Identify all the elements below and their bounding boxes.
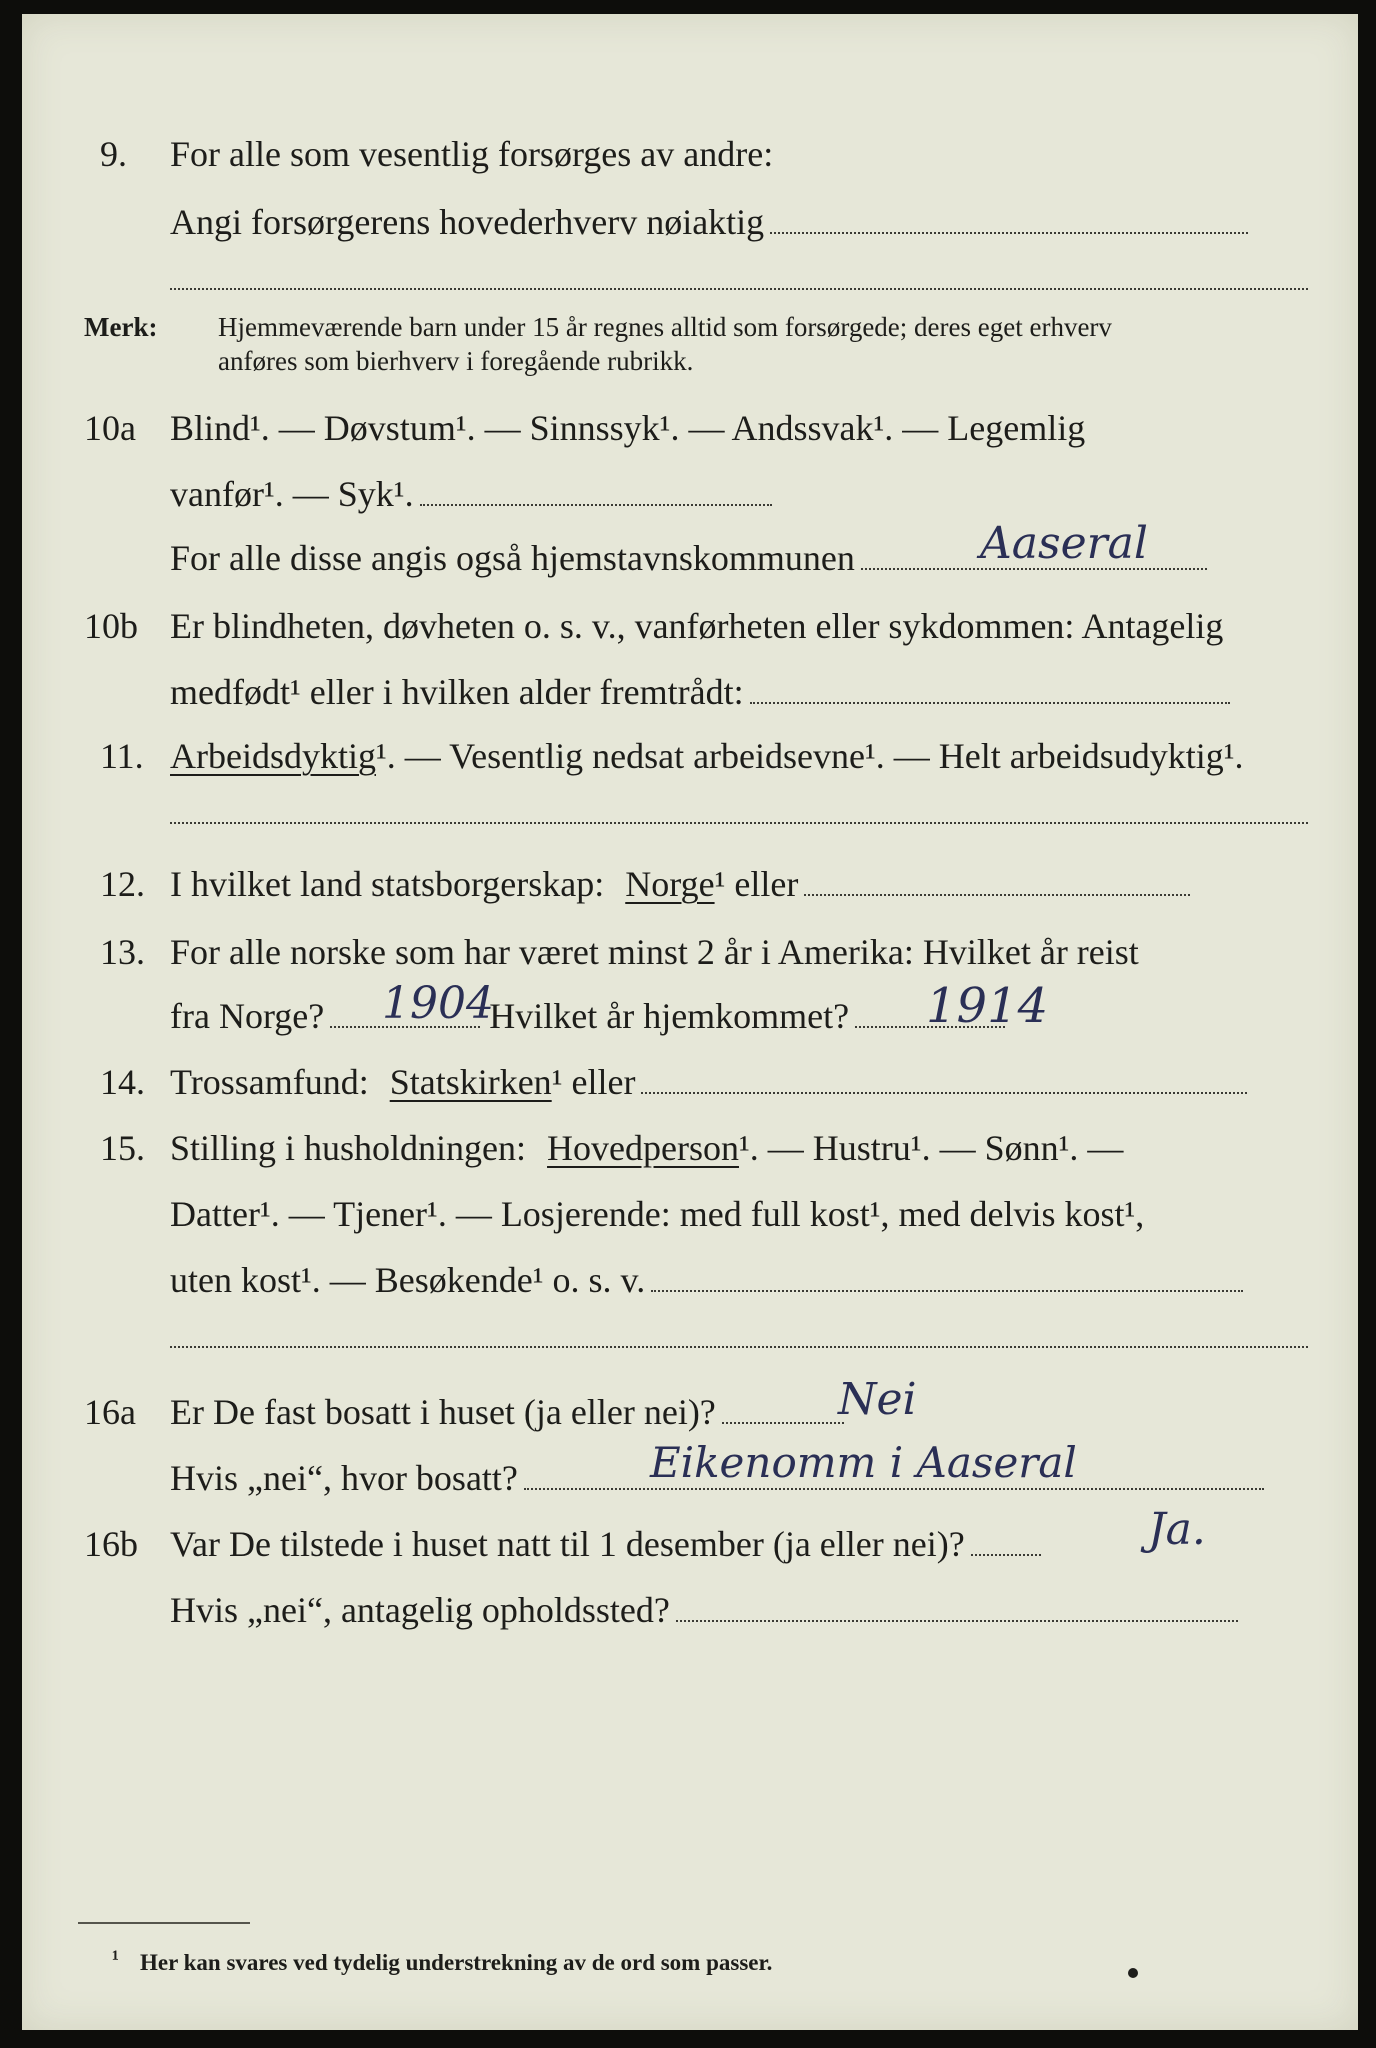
q11-sup: ¹	[375, 736, 387, 776]
q10b-number: 10b	[84, 606, 138, 646]
q13-line1: For alle norske som har været minst 2 år i Amerika: Hvilket år reist	[170, 932, 1139, 972]
q10b-line2	[170, 670, 1230, 714]
q12-answer-line	[804, 894, 1190, 896]
q10a-line2	[170, 472, 772, 516]
q12-post: eller	[734, 864, 799, 904]
q13-line2a: fra Norge?	[170, 996, 325, 1036]
q9-line2-text: Angi forsørgerens hovederhverv nøiaktig	[170, 202, 765, 242]
q9-extra-line	[170, 288, 1308, 290]
q15-line2: Datter¹. — Tjener¹. — Losjerende: med full kost¹, med delvis kost¹,	[170, 1194, 1145, 1234]
census-form-page	[22, 14, 1358, 2030]
q15-line1	[170, 1126, 1123, 1170]
q16a-answer1-line	[722, 1422, 844, 1424]
q14-line	[170, 1060, 1247, 1104]
q16b-line2	[170, 1588, 1238, 1632]
q16b-answer1-line	[971, 1554, 1041, 1556]
q10a-line2-answer-line	[420, 504, 772, 506]
q10a-line1: Blind¹. — Døvstum¹. — Sinnssyk¹. — Andssvak¹. — Legemlig	[170, 408, 1086, 448]
merk-line1: Hjemmeværende barn under 15 år regnes alltid som forsørgede; deres eget erhverv	[218, 312, 1112, 342]
q14-post: eller	[571, 1062, 636, 1102]
q16b-line2-text: Hvis „nei“, antagelig opholdssted?	[170, 1590, 670, 1630]
q10a-handwritten-answer: Aaseral	[980, 518, 1148, 569]
q10a-line3-text: For alle disse angis også hjemstavnskommunen	[170, 538, 855, 578]
q14-sup: ¹	[551, 1062, 563, 1102]
q9-line1: For alle som vesentlig forsørges av andre:	[170, 134, 774, 174]
q13-handwritten-year-return: 1914	[926, 978, 1049, 1034]
q9-line2	[170, 200, 1248, 244]
q11-underlined-answer: Arbeidsdyktig	[170, 736, 376, 776]
q15-line3	[170, 1258, 1243, 1302]
q10a-line2-text: vanfør¹. — Syk¹.	[170, 474, 414, 514]
q14-number: 14.	[100, 1062, 145, 1102]
q10b-line2-text: medfødt¹ eller i hvilken alder fremtrådt:	[170, 672, 744, 712]
q15-answer-line	[651, 1290, 1243, 1292]
q10b-answer-line	[750, 702, 1230, 704]
q12-underlined-answer: Norge	[625, 864, 715, 904]
q14-answer-line	[641, 1092, 1247, 1094]
ink-dot	[1128, 1968, 1138, 1978]
q12-number: 12.	[100, 864, 145, 904]
merk-line2: anføres som bierhverv i foregående rubrikk.	[218, 346, 694, 376]
q15-underlined-answer: Hovedperson	[547, 1128, 739, 1168]
q15-number: 15.	[100, 1128, 145, 1168]
q16a-number: 16a	[84, 1392, 136, 1432]
q10a-number: 10a	[84, 408, 136, 448]
q15-rest1: ¹. — Hustru¹. — Sønn¹. —	[738, 1128, 1124, 1168]
q12-text: I hvilket land statsborgerskap:	[170, 864, 605, 904]
q11-line	[170, 734, 1244, 778]
q16b-line1	[170, 1522, 1041, 1566]
q15-line3-text: uten kost¹. — Besøkende¹ o. s. v.	[170, 1260, 646, 1300]
q16a-line1-text: Er De fast bosatt i huset (ja eller nei)?	[170, 1392, 716, 1432]
q16a-answer2-line	[524, 1488, 1264, 1490]
q13-handwritten-year-left: 1904	[382, 978, 494, 1029]
q16a-line2-text: Hvis „nei“, hvor bosatt?	[170, 1458, 518, 1498]
q15-extra-line	[170, 1346, 1308, 1348]
q15-text: Stilling i husholdningen:	[170, 1128, 527, 1168]
q16b-handwritten-answer: Ja.	[1148, 1504, 1206, 1555]
q9-number: 9.	[100, 134, 127, 174]
q9-answer-line	[770, 232, 1248, 234]
q14-text: Trossamfund:	[170, 1062, 369, 1102]
footnote-text: Her kan svares ved tydelig understrekning av de ord som passer.	[140, 1950, 773, 1975]
q11-rest: . — Vesentlig nedsat arbeidsevne¹. — Helt arbeidsudyktig¹.	[386, 736, 1244, 776]
q14-underlined-answer: Statskirken	[389, 1062, 552, 1102]
q16a-handwritten-answer: Nei	[838, 1374, 917, 1425]
merk-label: Merk:	[84, 312, 158, 342]
q10b-line1: Er blindheten, døvheten o. s. v., vanførheten eller sykdommen: Antagelig	[170, 606, 1224, 646]
q16a-line1	[170, 1390, 844, 1434]
footnote-rule	[78, 1922, 250, 1924]
q11-extra-line	[170, 822, 1308, 824]
q16a-handwritten-residence: Eikenomm i Aaseral	[650, 1438, 1077, 1487]
q13-line2b: Hvilket år hjemkommet?	[489, 996, 850, 1036]
q13-line2	[170, 994, 1005, 1038]
q12-line	[170, 862, 1190, 906]
q16b-number: 16b	[84, 1524, 138, 1564]
q11-number: 11.	[100, 736, 144, 776]
q16b-answer2-line	[676, 1620, 1238, 1622]
q13-number: 13.	[100, 932, 145, 972]
footnote-mark: ¹	[112, 1946, 119, 1971]
q16b-line1-text: Var De tilstede i huset natt til 1 desember (ja eller nei)?	[170, 1524, 965, 1564]
q12-sup: ¹	[714, 864, 726, 904]
